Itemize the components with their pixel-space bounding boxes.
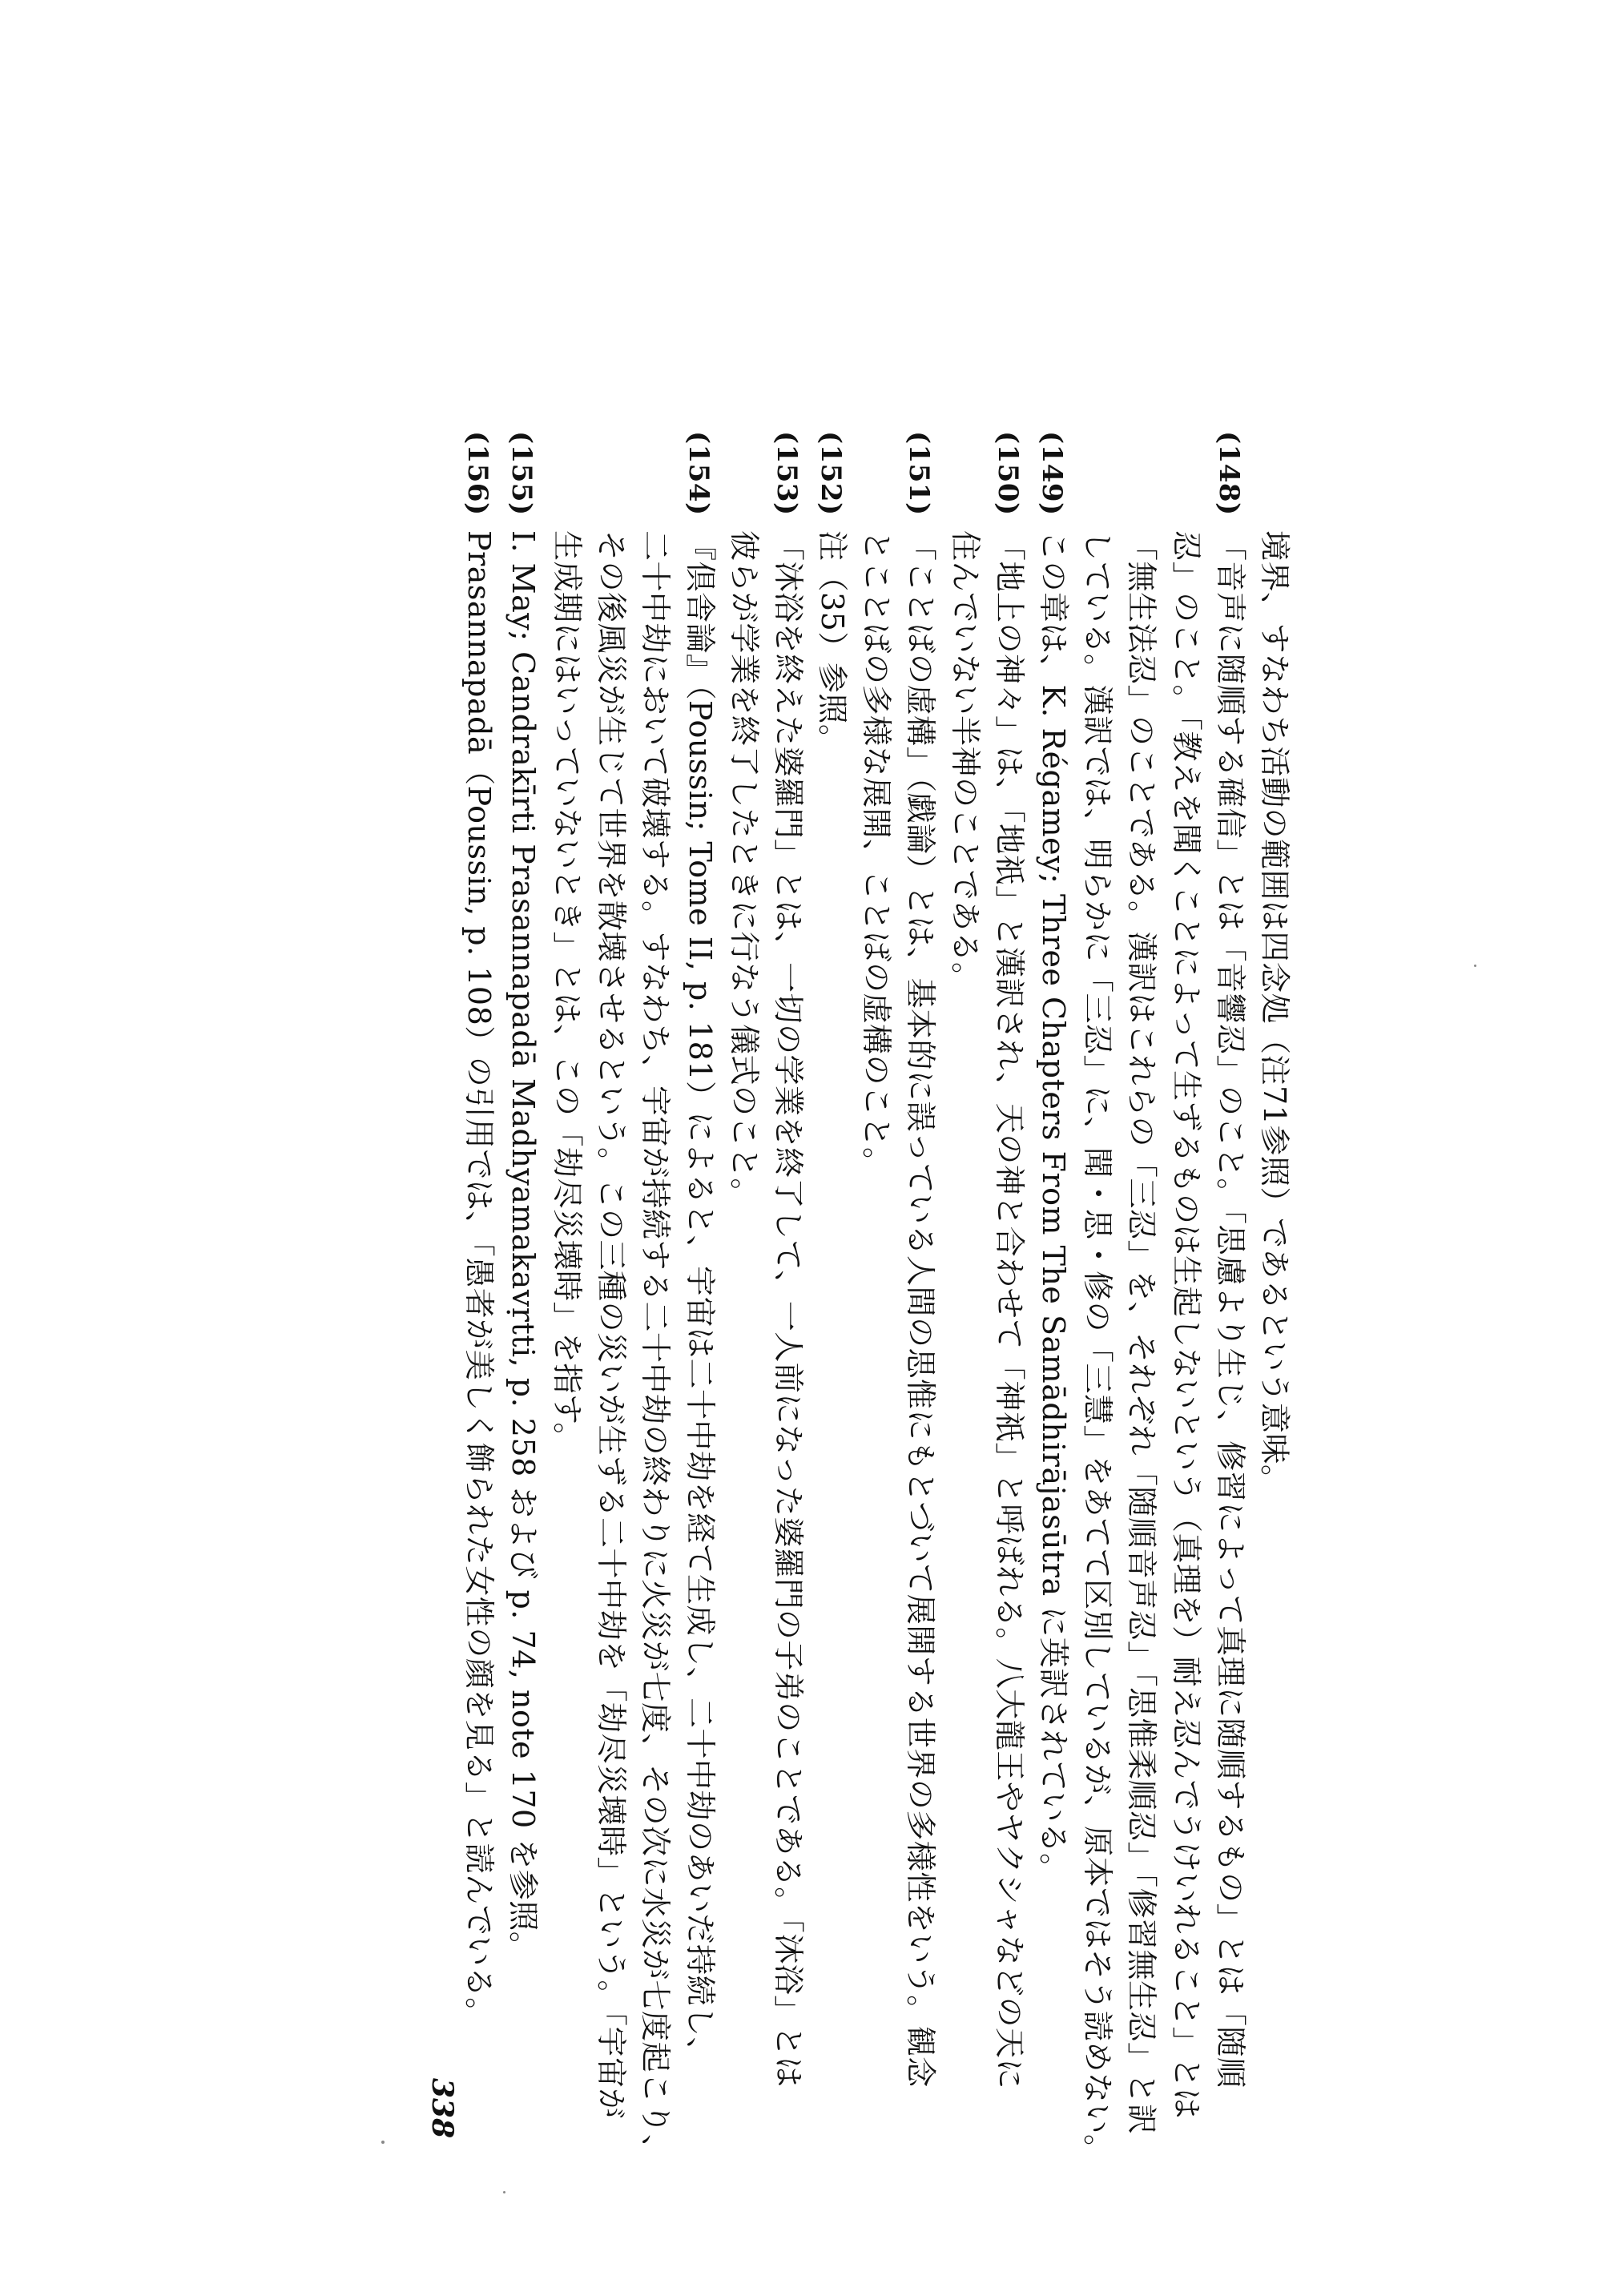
note-text: その後風災が生じて世界を散壊させるという。この三種の災いが生ずる二十中劫を「劫尽災壊時」という。「宇宙が: [594, 530, 630, 2120]
note-text: している。漢訳では、明らかに「三忍」に、聞・思・修の「三慧」をあてて区別しているが、原本ではそう読めない。: [1080, 530, 1116, 2165]
note-number: (153): [770, 431, 803, 516]
note-first-line: [1031, 431, 1075, 2139]
note-text: 「音声に随順する確信」とは「音響忍」のこと。「思慮より生じ、修習によって真理に随順するもの」とは「随順: [1212, 530, 1248, 2089]
notes-body: [456, 431, 1296, 2165]
note-continuation-line: [722, 431, 766, 2139]
scan-speck: [381, 2141, 385, 2144]
note-first-line: [810, 431, 854, 2139]
note-number: (149): [1036, 431, 1069, 516]
note-text: 注（35）参照。: [815, 530, 851, 755]
notes-list: [456, 431, 1251, 2165]
note-number: (150): [991, 431, 1024, 516]
note-first-line: [898, 431, 942, 2139]
note-number: (155): [505, 431, 538, 516]
note-number: (151): [903, 431, 936, 516]
note-continuation-line: [1119, 431, 1163, 2139]
scan-speck: [1474, 965, 1476, 967]
note-continuation-line: [854, 431, 898, 2139]
lead-line: 境界、すなわち活動の範囲は四念処（注71参照）であるという意味。: [1257, 530, 1292, 1496]
note-continuation-line: [943, 431, 987, 2139]
note-first-line: [987, 431, 1031, 2139]
note-continuation-line: [1075, 431, 1119, 2165]
note-first-line: [501, 431, 545, 2139]
note-number: (148): [1212, 431, 1245, 516]
rotated-page-content: [410, 431, 1296, 2165]
note-text: 「地上の神々」は、「地祇」と漢訳され、天の神と合わせて「神祇」と呼ばれる。八大龍王やヤクシャなどの天に: [991, 530, 1027, 2090]
note-continuation-line: [1163, 431, 1207, 2139]
scan-speck: [503, 2191, 505, 2193]
note-text: 「無生法忍」のことである。漢訳はこれらの「三忍」を、それぞれ「随順音声忍」「思惟柔順忍」「修習無生忍」と訳: [1124, 530, 1160, 2135]
note-text: 彼らが学業を終了したときに行なう儀式のこと。: [726, 530, 762, 1210]
note-text: 忍」のこと。「教えを聞くことによって生ずるものは生起しないという（真理を）耐え忍んでうけいれること」とは: [1168, 530, 1204, 2120]
note-number: (154): [682, 431, 715, 516]
note-text: 生成期にはいっていないとき」とは、この「劫尽災壊時」を指す。: [550, 530, 585, 1453]
note-text: この章は、K. Régamey; Three Chapters From The Samādhirājasūtra に英訳されている。: [1036, 530, 1072, 1884]
page-number: 338: [425, 2078, 459, 2139]
note-text: I. May; Candrakīrti Prasannapadā Madhyamakavṛtti, p. 258 および p. 74, note 170 を参照。: [505, 530, 541, 1963]
note-text: 二十中劫において破壊する。すなわち、宇宙が持続する二十中劫の終わりに火災が七度、その次に水災が七度起こり、: [638, 530, 674, 2165]
note-first-line: [456, 431, 500, 2139]
note-continuation-line: [589, 431, 633, 2139]
note-text: 「ことばの虚構」（戯論）とは、基本的に誤っている人間の思惟にもとづいて展開する世界の多様性をいう。観念: [903, 530, 939, 2088]
note-text: Prasannapadā（Poussin, p. 108）の引用では、「愚者が美しく飾られた女性の顔を見る」と読んでいる。: [461, 530, 497, 2028]
note-text: 『倶舎論』（Poussin; Tome II, p. 181）によると、宇宙は二十中劫を経て生成し、二十中劫のあいだ持続し、: [682, 530, 718, 2068]
note-number: (152): [815, 431, 848, 516]
note-first-line: [677, 431, 721, 2139]
note-first-line: [766, 431, 810, 2139]
note-text: とことばの多様な展開、ことばの虚構のこと。: [859, 530, 895, 1178]
note-continuation-line: [545, 431, 589, 2139]
note-first-line: [1208, 431, 1252, 2139]
note-number: (156): [461, 431, 493, 516]
note-text: 「沐浴を終えた婆羅門」とは、一切の学業を終了して、一人前になった婆羅門の子弟のことである。「沐浴」とは: [770, 530, 806, 2088]
note-text: 住んでいない半神のことである。: [947, 530, 983, 993]
note-continuation-line: [633, 431, 677, 2165]
